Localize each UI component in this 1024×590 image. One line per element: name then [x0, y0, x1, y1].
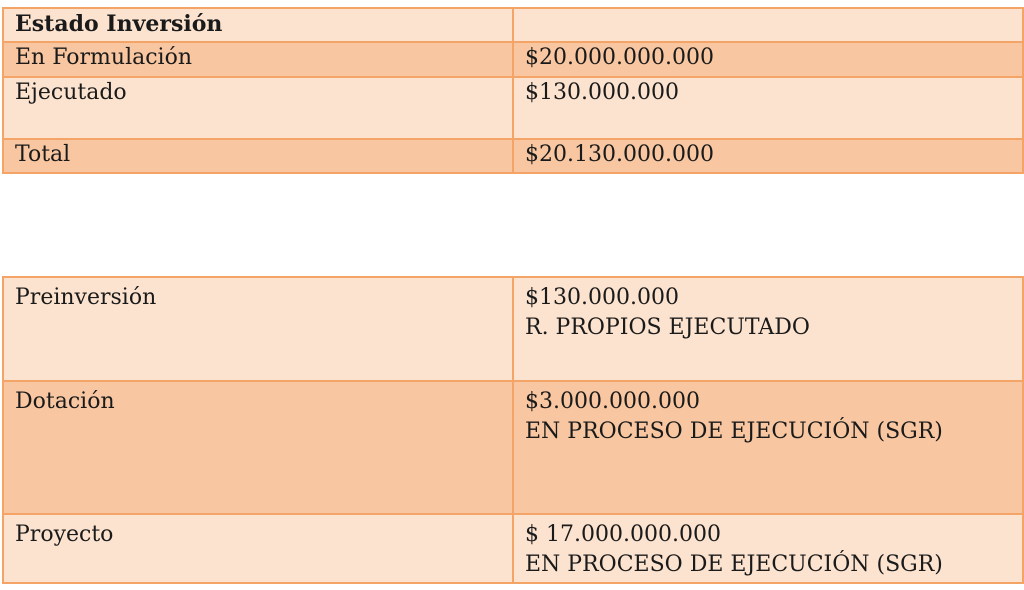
table-header-row	[3, 8, 1023, 42]
row-label-cell: En Formulación	[3, 42, 513, 77]
row-label-cell: Dotación	[3, 381, 513, 514]
table-row	[3, 514, 1023, 583]
amount-text: $3.000.000.000	[525, 389, 700, 414]
amount-text: $130.000.000	[525, 285, 679, 310]
table-row	[3, 381, 1023, 514]
amount-text: $ 17.000.000.000	[525, 522, 721, 547]
table-total-row	[3, 139, 1023, 173]
row-label-cell: Proyecto	[3, 514, 513, 583]
total-label-cell: Total	[3, 139, 513, 173]
row-value-cell	[513, 277, 1023, 381]
estado-inversion-table	[2, 7, 1024, 174]
row-value-cell: $130.000.000	[513, 77, 1023, 139]
status-text: R. PROPIOS EJECUTADO	[525, 315, 810, 340]
row-value-cell: $20.000.000.000	[513, 42, 1023, 77]
status-text: EN PROCESO DE EJECUCIÓN (SGR)	[525, 552, 943, 577]
row-value-cell	[513, 514, 1023, 583]
etapas-inversion-table	[2, 276, 1024, 584]
row-label-cell: Preinversión	[3, 277, 513, 381]
header-value-cell	[513, 8, 1023, 42]
table-row	[3, 277, 1023, 381]
status-text: EN PROCESO DE EJECUCIÓN (SGR)	[525, 419, 943, 444]
table-row	[3, 77, 1023, 139]
total-value-cell: $20.130.000.000	[513, 139, 1023, 173]
row-value-cell	[513, 381, 1023, 514]
table-row	[3, 42, 1023, 77]
header-label-cell: Estado Inversión	[3, 8, 513, 42]
row-label-cell: Ejecutado	[3, 77, 513, 139]
